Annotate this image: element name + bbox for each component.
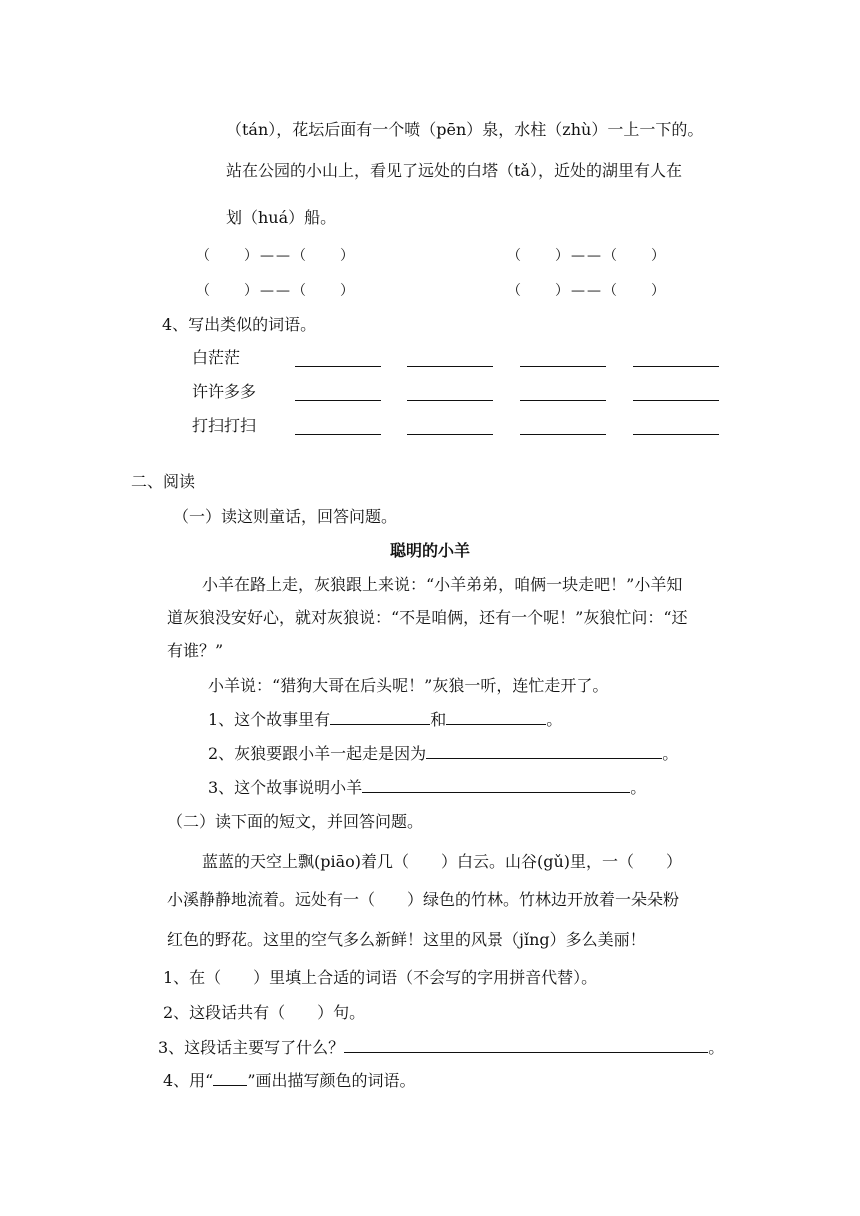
answer-line[interactable] bbox=[633, 366, 719, 367]
part2-question-3 bbox=[158, 1038, 724, 1058]
q3-text: 3、这个故事说明小羊 bbox=[208, 778, 363, 797]
answer-line[interactable] bbox=[295, 434, 381, 435]
answer-line[interactable] bbox=[344, 1038, 708, 1053]
q4-text-a: 4、用“ bbox=[163, 1071, 214, 1090]
story-line-1: 小羊在路上走，灰狼跟上来说：“小羊弟弟，咱俩一块走吧！”小羊知 bbox=[202, 575, 683, 594]
q4-word: 打扫打扫 bbox=[192, 416, 257, 435]
part1-question-3 bbox=[208, 778, 646, 798]
q2-text: 2、灰狼要跟小羊一起走是因为 bbox=[208, 744, 427, 763]
q2-end: 。 bbox=[662, 744, 679, 763]
q4-text-b: ”画出描写颜色的词语。 bbox=[247, 1071, 416, 1090]
short-text-line-3: 红色的野花。这里的空气多么新鲜！这里的风景（jǐng）多么美丽！ bbox=[167, 930, 646, 949]
answer-line[interactable] bbox=[407, 400, 493, 401]
q1-text-a: 1、这个故事里有 bbox=[208, 710, 331, 729]
answer-line[interactable] bbox=[295, 400, 381, 401]
story-line-3: 有谁？” bbox=[167, 641, 224, 660]
answer-line[interactable] bbox=[407, 434, 493, 435]
q1-end: 。 bbox=[546, 710, 563, 729]
q3-end: 。 bbox=[630, 778, 647, 797]
q4-title: 4、写出类似的词语。 bbox=[162, 315, 317, 334]
part1-question-2 bbox=[208, 744, 678, 764]
part2-question-4 bbox=[163, 1071, 416, 1091]
answer-line[interactable] bbox=[520, 434, 606, 435]
story-line-4: 小羊说：“猎狗大哥在后头呢！”灰狼一听，连忙走开了。 bbox=[208, 676, 609, 695]
story-line-2: 道灰狼没安好心，就对灰狼说：“不是咱俩，还有一个呢！”灰狼忙问：“还 bbox=[167, 608, 688, 627]
passage-line-1: （tán），花坛后面有一个喷（pēn）泉，水柱（zhù）一上一下的。 bbox=[226, 120, 704, 139]
part2-question-2: 2、这段话共有（ ）句。 bbox=[163, 1003, 366, 1022]
answer-line[interactable] bbox=[330, 710, 430, 725]
part1-question-1 bbox=[208, 710, 562, 730]
q4-word: 白茫茫 bbox=[192, 348, 241, 367]
answer-line[interactable] bbox=[426, 744, 662, 759]
answer-line[interactable] bbox=[520, 366, 606, 367]
q1-text-b: 和 bbox=[430, 710, 447, 729]
part2-title: （二）读下面的短文，并回答问题。 bbox=[167, 812, 424, 831]
answer-line[interactable] bbox=[633, 434, 719, 435]
q3-end: 。 bbox=[708, 1038, 725, 1057]
pair-blank: （ ）——（ ） bbox=[507, 248, 667, 264]
pair-blank: （ ）——（ ） bbox=[196, 283, 356, 299]
answer-line[interactable] bbox=[295, 366, 381, 367]
part1-title: （一）读这则童话，回答问题。 bbox=[173, 507, 398, 526]
section-title: 二、阅读 bbox=[131, 472, 196, 491]
part2-question-1: 1、在（ ）里填上合适的词语（不会写的字用拼音代替）。 bbox=[163, 968, 598, 987]
story-title: 聪明的小羊 bbox=[389, 541, 470, 560]
passage-line-3: 划（huá）船。 bbox=[226, 208, 337, 227]
q3-text: 3、这段话主要写了什么？ bbox=[158, 1038, 345, 1057]
answer-line[interactable] bbox=[362, 778, 630, 793]
short-text-line-2: 小溪静静地流着。远处有一（ ）绿色的竹林。竹林边开放着一朵朵粉 bbox=[167, 890, 680, 909]
short-text-line-1: 蓝蓝的天空上飘(piāo)着几（ ）白云。山谷(gǔ)里，一（ ） bbox=[202, 852, 683, 871]
pair-blank: （ ）——（ ） bbox=[507, 283, 667, 299]
answer-line[interactable] bbox=[446, 710, 546, 725]
q4-word: 许许多多 bbox=[192, 382, 257, 401]
answer-line[interactable] bbox=[520, 400, 606, 401]
passage-line-2: 站在公园的小山上，看见了远处的白塔（tǎ），近处的湖里有人在 bbox=[226, 161, 682, 180]
answer-line[interactable] bbox=[407, 366, 493, 367]
underline-sample bbox=[213, 1071, 247, 1086]
answer-line[interactable] bbox=[633, 400, 719, 401]
pair-blank: （ ）——（ ） bbox=[196, 248, 356, 264]
